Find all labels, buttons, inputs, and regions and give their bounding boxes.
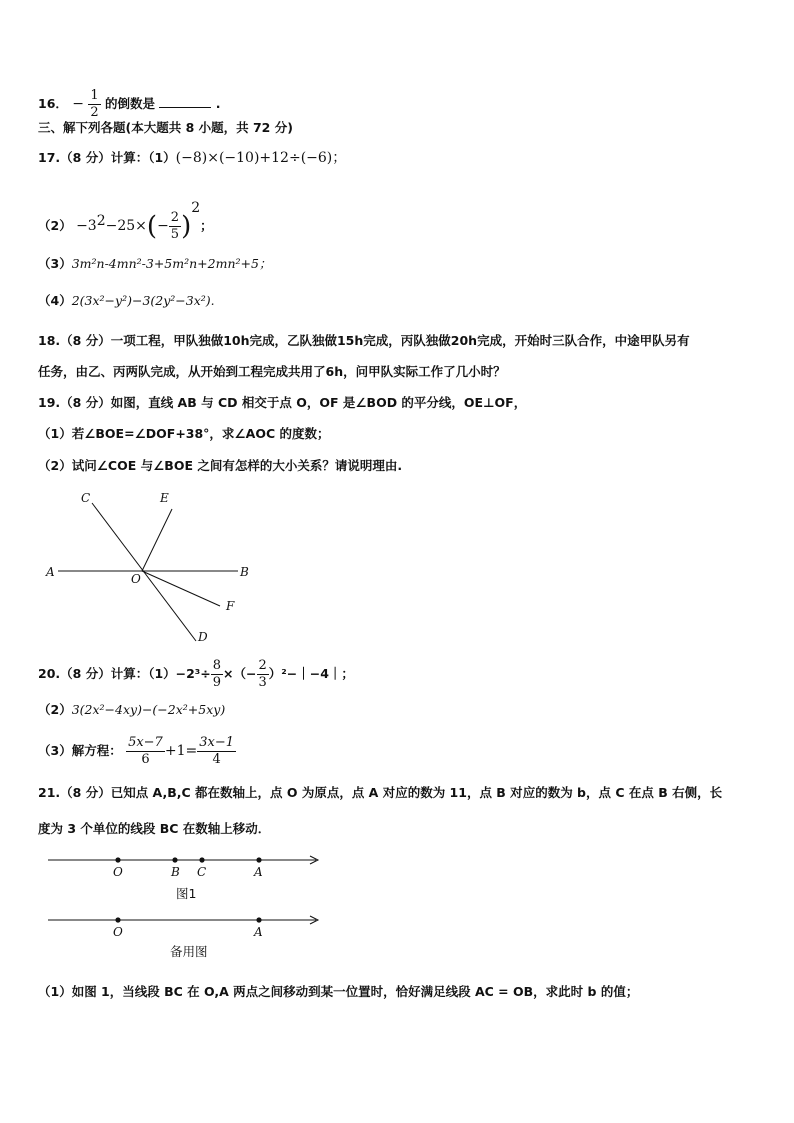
q21-line2: 度为 3 个单位的线段 BC 在数轴上移动．	[38, 821, 271, 836]
q19-line2: （1）若∠BOE=∠DOF+38°，求∠AOC 的度数；	[38, 426, 330, 441]
label-a: A	[46, 565, 55, 579]
q17-line4: （4）2(3x²−y²)−3(2y²−3x²).	[38, 293, 215, 308]
fig2-caption: 备用图	[170, 944, 208, 959]
svg-text:B: B	[171, 865, 180, 879]
q16-number: 16．	[38, 96, 68, 111]
q21-line1: 21.（8 分）已知点 A,B,C 都在数轴上，点 O 为原点，点 A 对应的数为 11，点 B 对应的数为 b，点 C 在点 B 右侧，长	[38, 785, 723, 800]
q17-line2: $(2) -3^2-25\times(-$ $\frac{2}{5}$ )$^2$；	[38, 200, 213, 242]
fig1-caption: 图1	[176, 886, 197, 901]
point-c	[199, 857, 204, 862]
q17-expr4: 2(3x²−y²)−3(2y²−3x²).	[71, 293, 215, 308]
ray-of	[142, 571, 220, 606]
section-title: 三、解下列各题(本大题共 8 小题，共 72 分)	[38, 120, 293, 135]
svg-text:A: A	[254, 865, 263, 879]
q16-line: 16． − $\frac{1}{2}$ 的倒数是 .	[38, 88, 221, 120]
q18-line2: 任务，由乙、丙两队完成，从开始到工程完成共用了6h，问甲队实际工作了几小时？	[38, 364, 506, 379]
q17-expr3: 3m²n-4mn²-3+5m²n+2mn²+5；	[71, 256, 272, 271]
q17-expr1: (−8)×(−10)+12÷(−6)；	[175, 150, 347, 166]
q19-line3: （2）试问∠COE 与∠BOE 之间有怎样的大小关系？请说明理由.	[38, 458, 403, 473]
svg-text:O: O	[113, 865, 123, 879]
svg-text:A: A	[254, 925, 263, 939]
svg-text:C: C	[197, 865, 207, 879]
q20-line3: （3）解方程： $\frac{5x-7}{6}$ +1= $\frac{3x-1}{4}$	[38, 735, 234, 767]
answer-blank[interactable]	[159, 95, 211, 108]
q16-text: 的倒数是	[105, 96, 156, 111]
q17-fraction: $\frac{2}{5}$	[170, 210, 180, 242]
label-d: D	[198, 630, 208, 644]
q19-figure	[40, 485, 280, 645]
q17-line1: 17.（8 分）计算：（1）(−8)×(−10)+12÷(−6)；	[38, 150, 347, 166]
point-a	[256, 917, 261, 922]
label-o: O	[131, 572, 141, 586]
q21-part1: （1）如图 1，当线段 BC 在 O,A 两点之间移动到某一位置时，恰好满足线段 AC = OB，求此时 b 的值；	[38, 984, 639, 999]
label-b: B	[240, 565, 249, 579]
point-o	[115, 857, 120, 862]
label-e: E	[160, 491, 169, 505]
q20-line2: （2）3(2x²−4xy)−(−2x²+5xy)	[38, 702, 226, 717]
q16-fraction: $\frac{1}{2}$	[90, 88, 99, 120]
number-line-figure-1	[40, 848, 330, 906]
q20-line1: 20.（8 分）计算：（1）−2³÷ $\frac{8}{9}$ ×（− $\frac{2}{3}$ ）²−｜−4｜；	[38, 658, 354, 690]
q18-line1: 18.（8 分）一项工程，甲队独做10h完成，乙队独做15h完成，丙队独做20h完成，开始时三队合作，中途甲队另有	[38, 333, 690, 348]
svg-text:O: O	[113, 925, 123, 939]
q19-line1: 19.（8 分）如图，直线 AB 与 CD 相交于点 O，OF 是∠BOD 的平分线，OE⊥OF，	[38, 395, 527, 410]
ray-oe	[142, 509, 172, 571]
point-o	[115, 917, 120, 922]
q20-expr2: 3(2x²−4xy)−(−2x²+5xy)	[71, 702, 226, 717]
point-a	[256, 857, 261, 862]
label-f: F	[226, 599, 235, 613]
point-b	[172, 857, 177, 862]
number-line-figure-2	[40, 908, 330, 964]
q17-line3: （3）3m²n-4mn²-3+5m²n+2mn²+5；	[38, 256, 272, 271]
label-c: C	[81, 491, 91, 505]
